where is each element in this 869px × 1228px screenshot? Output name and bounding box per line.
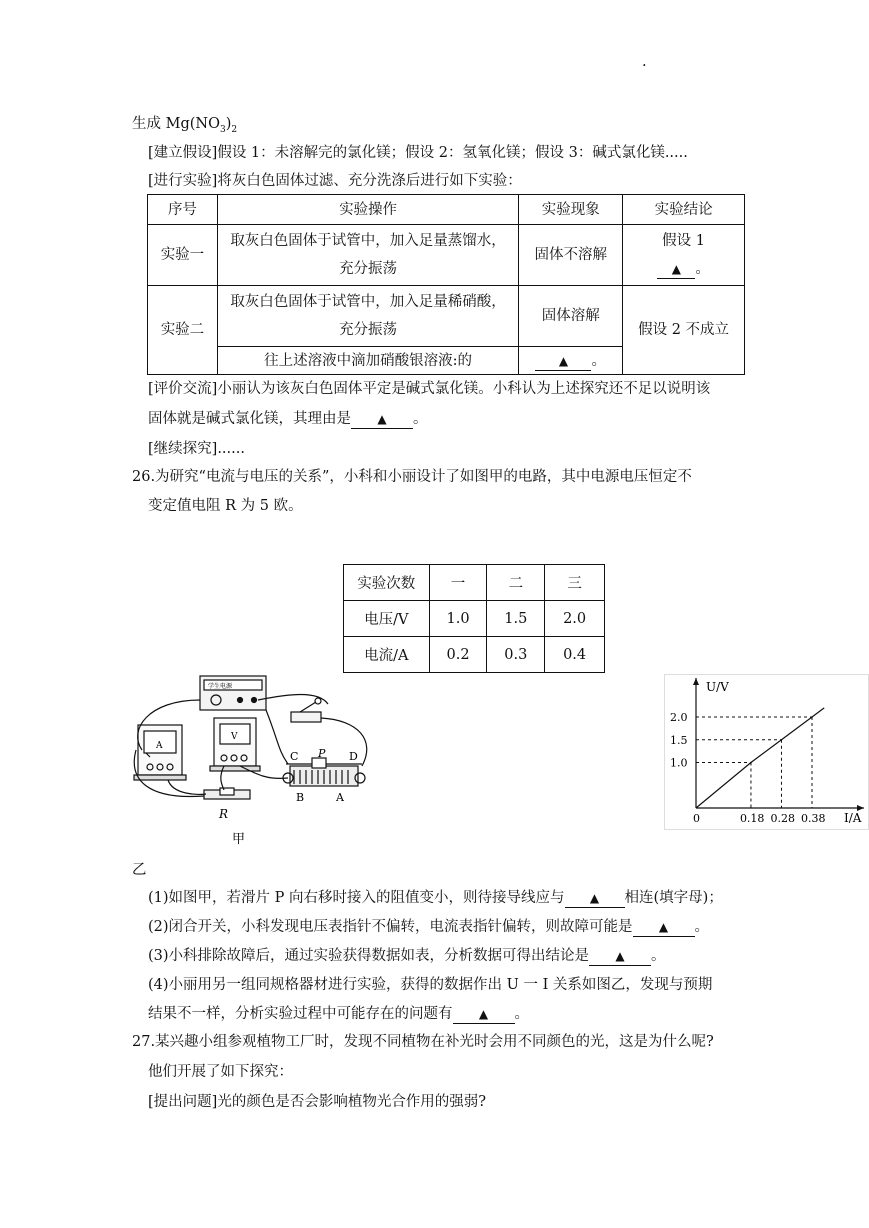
exp-header-cell: 实验现象 [519, 195, 623, 225]
caption-yi: 乙 [132, 862, 147, 878]
page-dot: . [642, 54, 647, 70]
experiment-intro: [进行实验]将灰白色固体过滤、充分洗涤后进行如下实验： [148, 173, 522, 189]
answer-blank[interactable]: ▲ [565, 889, 625, 908]
exp-row-conclusion: 假设 2 不成立 [623, 286, 745, 375]
q26-2-text: (2)闭合开关，小科发现电压表指针不偏转，电流表指针偏转，则故障可能是 [148, 919, 633, 935]
data-cell: 二 [487, 565, 545, 601]
y-tick-label: 1.5 [670, 733, 688, 747]
q26-part-1 [148, 888, 723, 908]
data-cell: 三 [545, 565, 605, 601]
top-line-sub1: 3 [219, 124, 226, 135]
answer-blank[interactable]: ▲ [589, 947, 651, 966]
data-point [811, 716, 813, 718]
q26-4-text: 结果不一样，分析实验过程中可能存在的问题有 [148, 1006, 453, 1022]
x-axis-label: I/A [844, 811, 862, 825]
exp-row-phenomenon [519, 347, 623, 375]
exp-row-name: 实验二 [148, 286, 218, 375]
exp-row-phenomenon: 固体不溶解 [519, 225, 623, 286]
punct: 。 [651, 948, 666, 964]
q26-part-2 [148, 917, 709, 937]
x-tick-label: 0 [693, 812, 700, 825]
data-cell: 2.0 [545, 601, 605, 637]
exp-header-row [148, 195, 745, 225]
evaluation-line-1: [评价交流]小丽认为该灰白色固体平定是碱式氯化镁。小科认为上述探究还不足以说明该 [148, 381, 711, 397]
answer-blank[interactable]: ▲ [633, 918, 695, 937]
q26-1-text-end: 相连(填字母)； [624, 890, 723, 906]
y-tick-label: 1.0 [670, 756, 688, 770]
conclusion-answer [627, 255, 740, 283]
terminal-label-b: B [296, 791, 305, 804]
data-row [344, 565, 605, 601]
voltmeter-icon [210, 718, 260, 771]
conclusion-line: 假设 1 [662, 233, 705, 249]
data-point [750, 762, 752, 764]
q26-part-3 [148, 946, 666, 966]
q26-3-text: (3)小科排除故障后，通过实验获得数据如表，分析数据可得出结论是 [148, 948, 590, 964]
y-tick-label: 2.0 [670, 711, 688, 724]
op-line: 取灰白色固体于试管中，加入足量稀硝酸， [230, 294, 506, 310]
ammeter-icon [134, 725, 186, 780]
q27-line-2: 他们开展了如下探究： [148, 1064, 293, 1080]
q26-line-2: 变定值电阻 R 为 5 欧。 [148, 498, 303, 514]
data-cell: 0.4 [545, 637, 605, 673]
data-cell: 一 [429, 565, 487, 601]
punct: 。 [695, 261, 710, 277]
data-cell: 电流/A [344, 637, 430, 673]
q26-line-1: 26.为研究“电流与电压的关系”，小科和小丽设计了如图甲的电路，其中电源电压恒定不 [132, 469, 692, 485]
exp-row-operation [217, 286, 518, 347]
evaluation-line-2 [148, 409, 428, 429]
hypothesis-line: [建立假设]假设 1：未溶解完的氯化镁；假设 2：氢氧化镁；假设 3：碱式氯化镁..... [148, 145, 688, 161]
y-axis-label: U/V [706, 680, 729, 694]
circuit-caption: 甲 [232, 832, 246, 847]
ammeter-label: A [156, 741, 163, 751]
power-label: 学生电源 [208, 683, 233, 690]
u-i-graph [664, 674, 869, 830]
answer-blank[interactable]: ▲ [657, 260, 695, 279]
data-cell: 0.2 [429, 637, 487, 673]
data-line [696, 708, 824, 808]
terminal-label-c: C [290, 750, 299, 763]
switch-icon [291, 698, 321, 722]
q27-line-1: 27.某兴趣小组参观植物工厂时，发现不同植物在补光时会用不同颜色的光，这是为什么呢? [132, 1034, 714, 1050]
q27-line-3: [提出问题]光的颜色是否会影响植物光合作用的强弱? [148, 1094, 487, 1110]
top-line-close: ) [225, 116, 232, 132]
op-line: 充分振荡 [339, 261, 398, 277]
exp-header-cell: 实验操作 [217, 195, 518, 225]
data-cell: 实验次数 [344, 565, 430, 601]
exp-row-conclusion [623, 225, 745, 286]
answer-blank[interactable]: ▲ [535, 352, 591, 371]
exp-row-1 [148, 225, 745, 286]
exp-row-operation: 往上述溶液中滴加硝酸银溶液:的 [217, 347, 518, 375]
circuit-diagram [128, 670, 380, 855]
y-axis-arrow-icon [693, 678, 699, 685]
data-point [781, 739, 783, 741]
experiment-table [147, 194, 745, 375]
data-table [343, 564, 605, 673]
data-row [344, 637, 605, 673]
resistor-icon [204, 788, 250, 799]
op-line: 充分振荡 [339, 322, 398, 338]
punct: 。 [591, 352, 606, 369]
top-line [132, 114, 237, 140]
x-tick-label: 0.38 [801, 812, 826, 825]
q26-part-4-line-1: (4)小丽用另一组同规格器材进行实验，获得的数据作出 U 一 I 关系如图乙，发现与预期 [148, 977, 713, 993]
top-line-prefix: 生成 Mg(NO [132, 116, 220, 132]
exp-row-phenomenon: 固体溶解 [519, 286, 623, 347]
exp-header-cell: 序号 [148, 195, 218, 225]
punct: 。 [413, 411, 428, 427]
x-tick-label: 0.18 [739, 812, 765, 825]
terminal-label-a: A [336, 791, 344, 804]
resistor-label-r: R [219, 807, 229, 821]
exp-row-operation [217, 225, 518, 286]
data-cell: 1.0 [429, 601, 487, 637]
q26-part-4-line-2 [148, 1004, 529, 1024]
continue-line: [继续探究]...... [148, 441, 245, 457]
terminal-label-d: D [349, 750, 358, 763]
punct: 。 [694, 919, 710, 935]
data-cell: 1.5 [487, 601, 545, 637]
answer-blank[interactable]: ▲ [351, 410, 413, 429]
slider-label-p: P [318, 747, 326, 760]
data-cell: 0.3 [487, 637, 545, 673]
data-row [344, 601, 605, 637]
punct: 。 [514, 1006, 529, 1022]
exp-row-2 [148, 286, 745, 347]
evaluation-text: 固体就是碱式氯化镁，其理由是 [148, 411, 351, 427]
op-line: 取灰白色固体于试管中，加入足量蒸馏水， [230, 233, 506, 249]
top-line-sub2: 2 [231, 124, 238, 135]
voltmeter-label: V [231, 732, 238, 742]
q26-1-text: (1)如图甲，若滑片 P 向右移时接入的阻值变小，则待接导线应与 [148, 890, 565, 906]
x-tick-label: 0.28 [770, 812, 795, 825]
exp-header-cell: 实验结论 [623, 195, 745, 225]
data-cell: 电压/V [344, 601, 430, 637]
exp-row-name: 实验一 [148, 225, 218, 286]
answer-blank[interactable]: ▲ [453, 1005, 515, 1024]
